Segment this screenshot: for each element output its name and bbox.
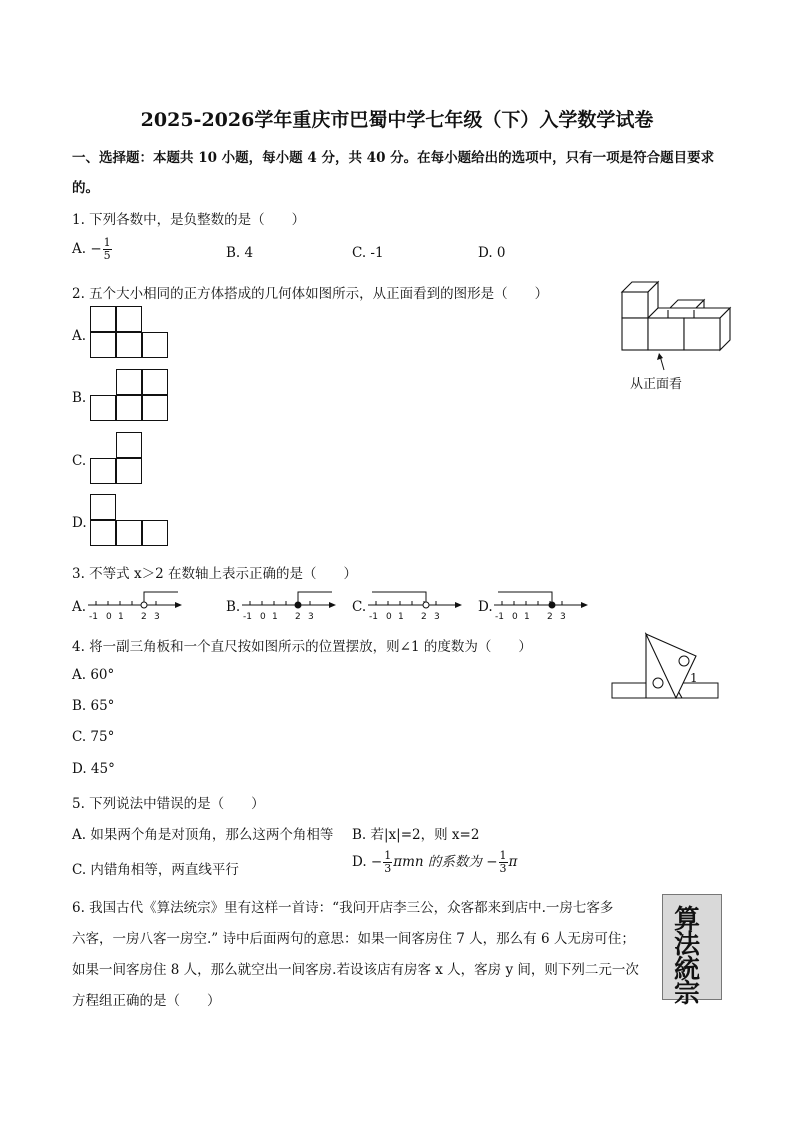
- seal-char-1: 算: [673, 905, 700, 935]
- q2-label-c: C.: [72, 453, 87, 469]
- q5-d-num-2: 1: [499, 849, 507, 862]
- suanfa-tongzong-book-image: [662, 894, 722, 1009]
- q3-label-a: A.: [72, 599, 87, 615]
- q4-stem: 4. 将一副三角板和一个直尺按如图所示的位置摆放，则∠1 的度数为（ ）: [72, 639, 532, 655]
- q3d-tick-1: 1: [524, 612, 530, 622]
- q3c-tick-0: 0: [386, 612, 392, 622]
- q1-option-d: D. 0: [478, 245, 506, 261]
- q6-line2: 六客，一房八客一房空.” 诗中后面两句的意思：如果一间客房住 7 人，那么有 6 人无房可住；: [72, 931, 635, 947]
- q3b-tick--1: -1: [243, 612, 252, 622]
- q3a-tick-2: 2: [141, 612, 147, 622]
- q5-d-fraction-2: [499, 850, 508, 875]
- q3-stem: 3. 不等式 x＞2 在数轴上表示正确的是（ ）: [72, 566, 357, 582]
- q1-option-b: B. 4: [226, 245, 254, 261]
- q3-label-b: B.: [226, 599, 241, 615]
- q3a-tick--1: -1: [89, 612, 98, 622]
- q5-d-prefix: D. −: [352, 854, 383, 870]
- q3b-tick-3: 3: [308, 612, 314, 622]
- q5-d-fraction-1: [383, 850, 392, 875]
- q3c-tick-2: 2: [421, 612, 427, 622]
- q1-option-a-fraction: [103, 237, 112, 262]
- q4-option-b: B. 65°: [72, 698, 115, 714]
- q2-label-a: A.: [72, 328, 87, 344]
- q3-option-a-numberline: [86, 588, 186, 622]
- q2-figure-caption: 从正面看: [630, 377, 683, 392]
- section-instructions-line1: 一、选择题：本题共 10 小题，每小题 4 分，共 40 分。在每小题给出的选项中，只有一项是符合题目要求: [72, 150, 715, 166]
- q4-triangle-ruler-figure: [610, 630, 722, 702]
- q3c-tick--1: -1: [369, 612, 378, 622]
- q4-option-c: C. 75°: [72, 729, 115, 745]
- seal-char-4: 宗: [673, 979, 700, 1009]
- section-instructions-line2: 的。: [72, 180, 99, 196]
- q2-label-b: B.: [72, 390, 87, 406]
- q3b-tick-2: 2: [295, 612, 301, 622]
- q6-line3: 如果一间客房住 8 人，那么就空出一间客房.若设该店有房客 x 人，客房 y 间，则下列二元一次: [72, 962, 639, 978]
- q3d-tick--1: -1: [495, 612, 504, 622]
- q5-d-num-1: 1: [384, 849, 392, 862]
- q5-option-b: B. 若|x|=2，则 x=2: [352, 827, 480, 843]
- q3d-tick-0: 0: [512, 612, 518, 622]
- q2-stem: 2. 五个大小相同的正方体搭成的几何体如图所示，从正面看到的图形是（ ）: [72, 286, 549, 302]
- q1-option-c: C. -1: [352, 245, 384, 261]
- seal-char-3: 統: [673, 955, 700, 985]
- q3-option-d-numberline: [492, 588, 592, 622]
- q6-line4: 方程组正确的是（ ）: [72, 993, 221, 1009]
- q3c-tick-3: 3: [434, 612, 440, 622]
- q1-option-a-prefix: A. −: [72, 241, 102, 257]
- q1-option-a: [72, 237, 113, 262]
- q3a-tick-0: 0: [106, 612, 112, 622]
- q5-option-c: C. 内错角相等，两直线平行: [72, 862, 239, 878]
- q4-angle-label: 1: [690, 671, 698, 685]
- q5-stem: 5. 下列说法中错误的是（ ）: [72, 796, 265, 812]
- seal-char-2: 法: [673, 930, 700, 960]
- q3a-tick-1: 1: [118, 612, 124, 622]
- q1-stem: 1. 下列各数中，是负整数的是（ ）: [72, 212, 306, 228]
- q1-a-denominator: 5: [103, 249, 111, 262]
- q5-option-d: [352, 850, 517, 875]
- q2-label-d: D.: [72, 515, 87, 531]
- q5-d-mid: πmn 的系数为 −: [393, 854, 498, 870]
- q3d-tick-3: 3: [560, 612, 566, 622]
- q5-option-a: A. 如果两个角是对顶角，那么这两个角相等: [72, 827, 334, 843]
- q3b-tick-1: 1: [272, 612, 278, 622]
- q3b-tick-0: 0: [260, 612, 266, 622]
- q3c-tick-1: 1: [398, 612, 404, 622]
- q4-option-a: A. 60°: [72, 667, 115, 683]
- q4-option-d: D. 45°: [72, 761, 115, 777]
- q5-d-den-2: 3: [499, 862, 507, 875]
- q3-label-c: C.: [352, 599, 367, 615]
- q3-option-b-numberline: [240, 588, 340, 622]
- q3a-tick-3: 3: [154, 612, 160, 622]
- q3-label-d: D.: [478, 599, 493, 615]
- q3d-tick-2: 2: [547, 612, 553, 622]
- q5-d-end: π: [508, 854, 518, 870]
- q1-a-numerator: 1: [103, 236, 111, 249]
- q3-option-c-numberline: [366, 588, 466, 622]
- exam-title: 2025-2026学年重庆市巴蜀中学七年级（下）入学数学试卷: [140, 109, 654, 131]
- q2-cube-figure: [612, 278, 732, 396]
- q6-line1: 6. 我国古代《算法统宗》里有这样一首诗：“我问开店李三公，众客都来到店中.一房七客多: [72, 900, 614, 916]
- q5-d-den-1: 3: [384, 862, 392, 875]
